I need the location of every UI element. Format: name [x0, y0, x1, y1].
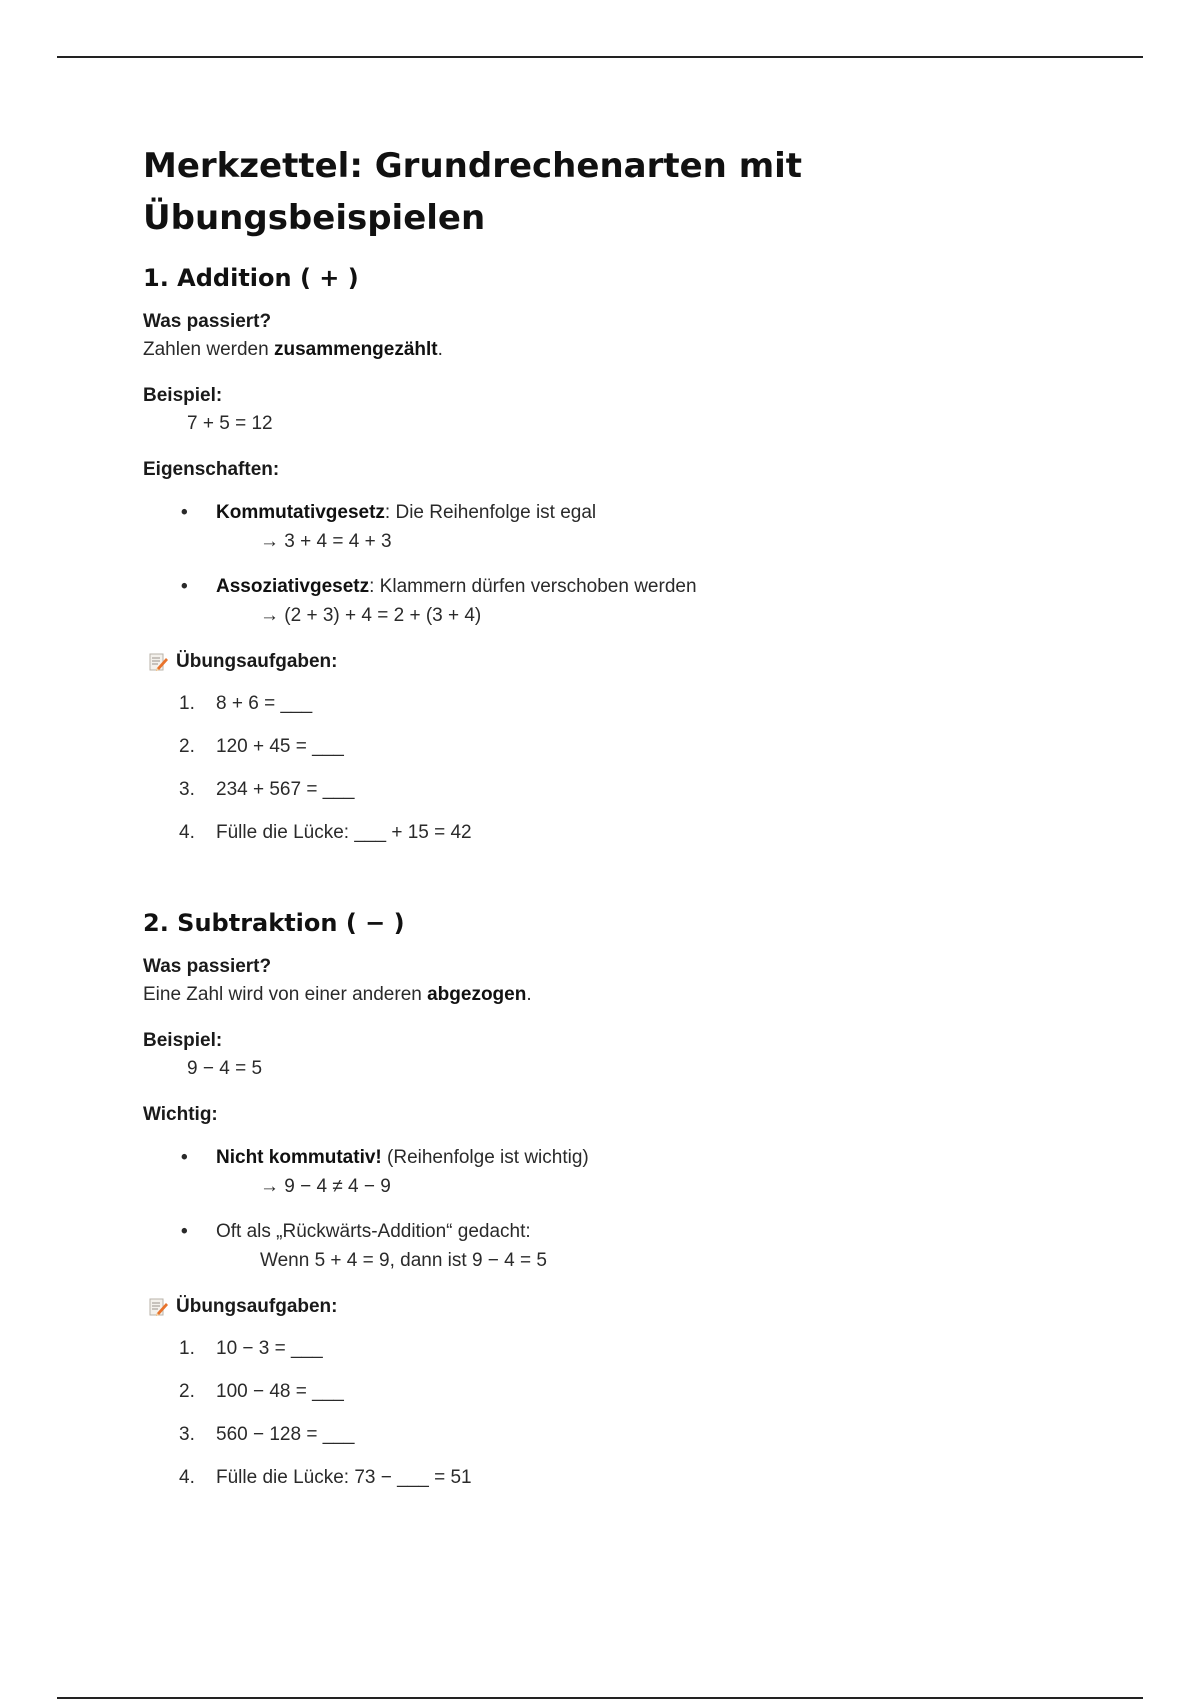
example-text: 9 − 4 = 5 — [187, 1058, 263, 1079]
property-name: Assoziativgesetz — [216, 576, 370, 597]
task-number: 4. — [179, 822, 195, 843]
task-text: 120 + 45 = ___ — [216, 736, 344, 757]
property-line — [216, 1143, 1103, 1172]
bullet: • — [181, 1147, 188, 1168]
property-text: Oft als „Rückwärts-Addition“ gedacht: — [216, 1221, 531, 1242]
property-example: → 3 + 4 = 4 + 3 — [260, 531, 392, 552]
list-item — [143, 1421, 1103, 1449]
section-heading: 2. Subtraktion ( − ) — [143, 909, 405, 937]
properties-label: Eigenschaften: — [143, 459, 280, 480]
bullet: • — [181, 576, 188, 597]
property-line — [216, 498, 1103, 527]
exercises-list — [143, 1335, 1103, 1492]
exercises-header — [148, 648, 1103, 676]
text-bold: zusammengezählt — [273, 339, 438, 360]
example-label: Beispiel: — [143, 385, 223, 406]
list-item — [143, 1143, 1103, 1201]
text-part: Eine Zahl wird von einer anderen — [143, 984, 428, 1005]
list-item — [143, 776, 1103, 804]
list-item — [143, 1217, 1103, 1275]
section-addition — [143, 262, 1103, 847]
example-label: Beispiel: — [143, 1030, 223, 1051]
property-example: → 9 − 4 ≠ 4 − 9 — [260, 1176, 391, 1197]
what-happens-text — [143, 336, 1103, 364]
property-example: Wenn 5 + 4 = 9, dann ist 9 − 4 = 5 — [260, 1250, 547, 1271]
list-item — [143, 733, 1103, 761]
page-title: Merkzettel: Grundrechenarten mit Übungsbeispielen — [143, 146, 803, 238]
property-line — [216, 1217, 1103, 1246]
task-text: 100 − 48 = ___ — [216, 1381, 344, 1402]
task-number: 4. — [179, 1467, 195, 1488]
important-list — [143, 1143, 1103, 1275]
text-part: Zahlen werden — [143, 339, 274, 360]
task-number: 1. — [179, 693, 195, 714]
document-body — [143, 140, 1103, 1492]
property-text: (Reihenfolge ist wichtig) — [381, 1147, 589, 1168]
list-item — [143, 819, 1103, 847]
task-text: Fülle die Lücke: 73 − ___ = 51 — [216, 1467, 472, 1488]
list-item — [143, 1335, 1103, 1363]
property-name: Kommutativgesetz — [216, 502, 385, 523]
property-text: : Klammern dürfen verschoben werden — [369, 576, 697, 597]
bullet: • — [181, 502, 188, 523]
section-heading: 1. Addition ( + ) — [143, 264, 359, 292]
task-text: 8 + 6 = ___ — [216, 693, 313, 714]
what-happens-text — [143, 981, 1103, 1009]
task-number: 3. — [179, 1424, 195, 1445]
task-text: 234 + 567 = ___ — [216, 779, 355, 800]
properties-list — [143, 498, 1103, 630]
section-subtraction — [143, 907, 1103, 1492]
list-item — [143, 1464, 1103, 1492]
property-example: → (2 + 3) + 4 = 2 + (3 + 4) — [260, 605, 482, 626]
memo-pencil-icon — [148, 651, 170, 673]
text-bold: abgezogen — [427, 984, 527, 1005]
task-number: 3. — [179, 779, 195, 800]
list-item — [143, 498, 1103, 556]
task-number: 2. — [179, 1381, 195, 1402]
property-text: : Die Reihenfolge ist egal — [384, 502, 597, 523]
exercises-label: Übungsaufgaben: — [176, 1296, 338, 1317]
task-number: 1. — [179, 1338, 195, 1359]
list-item — [143, 690, 1103, 718]
task-text: 560 − 128 = ___ — [216, 1424, 355, 1445]
important-label: Wichtig: — [143, 1104, 218, 1125]
property-line — [216, 572, 1103, 601]
bullet: • — [181, 1221, 188, 1242]
what-happens-label: Was passiert? — [143, 311, 272, 332]
top-rule — [57, 56, 1143, 58]
task-number: 2. — [179, 736, 195, 757]
text-part: . — [437, 339, 443, 360]
memo-pencil-icon — [148, 1296, 170, 1318]
task-text: Fülle die Lücke: ___ + 15 = 42 — [216, 822, 472, 843]
exercises-label: Übungsaufgaben: — [176, 651, 338, 672]
exercises-header — [148, 1293, 1103, 1321]
what-happens-label: Was passiert? — [143, 956, 272, 977]
list-item — [143, 572, 1103, 630]
exercises-list — [143, 690, 1103, 847]
bottom-rule — [57, 1697, 1143, 1699]
property-name: Nicht kommutativ! — [216, 1147, 382, 1168]
example-text: 7 + 5 = 12 — [187, 413, 273, 434]
text-part: . — [526, 984, 532, 1005]
list-item — [143, 1378, 1103, 1406]
task-text: 10 − 3 = ___ — [216, 1338, 323, 1359]
